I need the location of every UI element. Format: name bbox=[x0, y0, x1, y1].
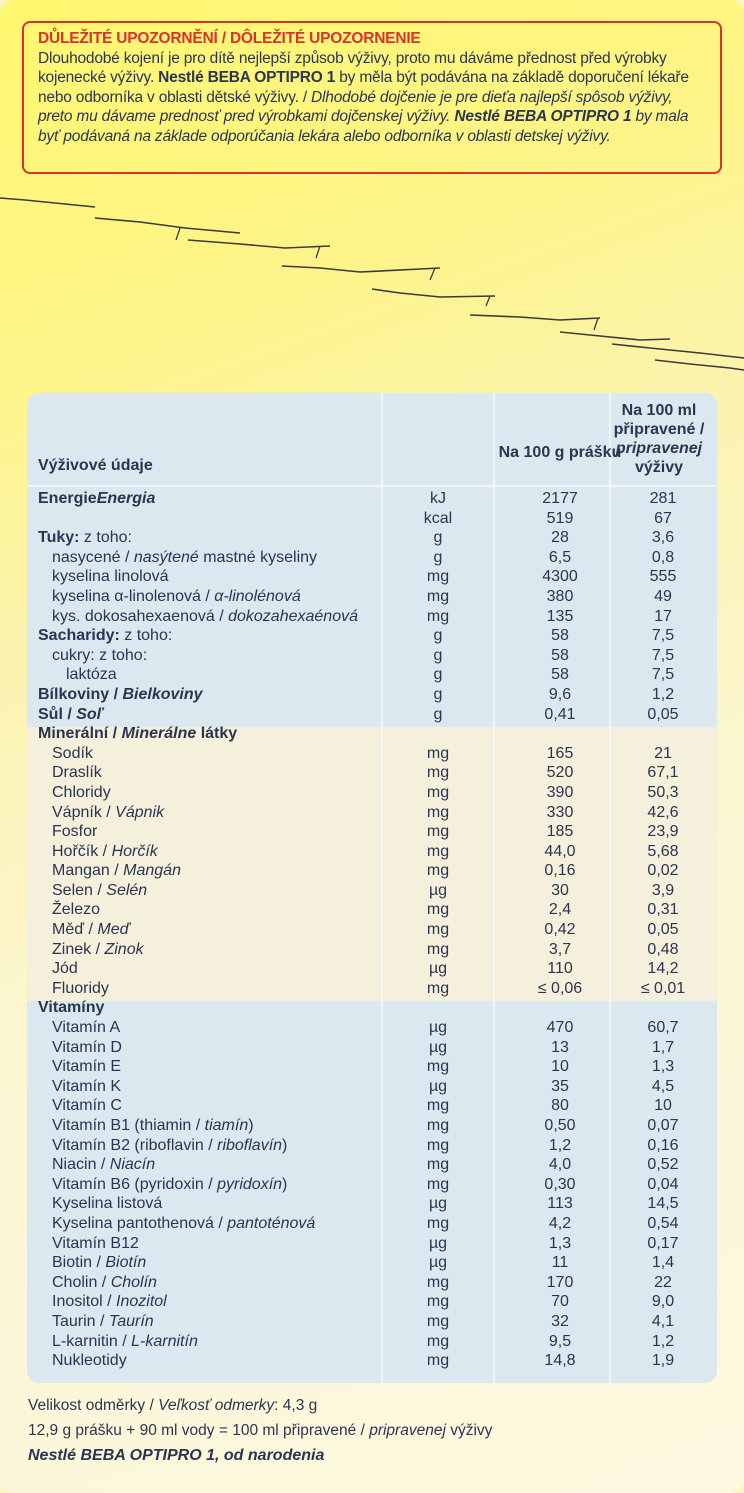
nutrition-table bbox=[27, 393, 717, 1383]
row-label: Vápník / Vápnik bbox=[52, 803, 165, 821]
value-per-100ml: 0,52 bbox=[647, 1156, 679, 1174]
value-per-100ml: 0,02 bbox=[647, 862, 679, 880]
unit: mg bbox=[426, 744, 450, 762]
row-label: Vitamín K bbox=[52, 1077, 122, 1095]
row-label: Vitamín A bbox=[52, 1019, 121, 1037]
unit: mg bbox=[426, 1214, 450, 1232]
unit: mg bbox=[426, 568, 450, 586]
table-row bbox=[27, 489, 717, 509]
row-label: Biotin / Biotín bbox=[52, 1254, 147, 1272]
table-row bbox=[27, 1194, 717, 1214]
unit: µg bbox=[428, 1234, 448, 1252]
value-per-100ml: 0,07 bbox=[647, 1117, 679, 1134]
table-row bbox=[27, 1155, 717, 1175]
table-row bbox=[27, 763, 717, 783]
value-per-100g: 58 bbox=[551, 646, 569, 664]
table-row bbox=[27, 548, 717, 568]
unit: mg bbox=[426, 1352, 450, 1370]
unit: mg bbox=[426, 921, 450, 939]
unit: g bbox=[433, 548, 443, 566]
value-per-100ml: 1,2 bbox=[651, 685, 675, 703]
value-per-100ml: 3,6 bbox=[651, 529, 675, 547]
unit: mg bbox=[426, 1058, 450, 1076]
column-header-100ml: Na 100 ml připravené / pripravenej výživy bbox=[613, 402, 705, 476]
value-per-100ml: 1,7 bbox=[651, 1038, 675, 1056]
table-body bbox=[27, 489, 717, 1371]
row-label: Mangan / Mangán bbox=[52, 862, 181, 880]
value-per-100ml: 49 bbox=[654, 587, 672, 605]
value-per-100ml: 0,04 bbox=[647, 1175, 679, 1193]
value-per-100g: 380 bbox=[546, 587, 574, 605]
unit: mg bbox=[426, 823, 450, 841]
unit: µg bbox=[428, 1077, 448, 1095]
unit: mg bbox=[426, 862, 450, 880]
value-per-100ml: 14,5 bbox=[647, 1195, 679, 1213]
value-per-100g: 32 bbox=[551, 1312, 569, 1330]
preparation-ratio: 12,9 g prášku + 90 ml vody = 100 ml připravené / pripravenej výživy bbox=[28, 1422, 493, 1439]
value-per-100g: 11 bbox=[551, 1254, 569, 1272]
table-row bbox=[27, 1057, 717, 1077]
unit: µg bbox=[428, 1254, 448, 1272]
value-per-100g: 165 bbox=[546, 744, 574, 762]
value-per-100ml: 67 bbox=[654, 509, 672, 527]
value-per-100g: 330 bbox=[546, 803, 574, 821]
value-per-100ml: 555 bbox=[649, 568, 677, 586]
product-name: Nestlé BEBA OPTIPRO 1, od narodenia bbox=[28, 1447, 325, 1464]
value-per-100g: 520 bbox=[546, 764, 574, 782]
value-per-100ml: 1,4 bbox=[651, 1254, 675, 1272]
value-per-100ml: 0,05 bbox=[647, 705, 679, 723]
table-row bbox=[27, 803, 717, 823]
value-per-100g: 519 bbox=[546, 509, 574, 527]
table-row bbox=[27, 920, 717, 940]
value-per-100g: 4,0 bbox=[548, 1156, 572, 1174]
value-per-100ml: 22 bbox=[654, 1273, 672, 1291]
row-label: Chloridy bbox=[52, 783, 111, 801]
value-per-100ml: 1,2 bbox=[651, 1332, 675, 1350]
row-label: EnergieEnergia bbox=[38, 490, 156, 507]
table-row bbox=[27, 685, 717, 705]
value-per-100g: 0,50 bbox=[544, 1117, 576, 1134]
unit: mg bbox=[426, 1293, 450, 1311]
value-per-100ml: 0,05 bbox=[647, 921, 679, 939]
value-per-100ml: 7,5 bbox=[651, 666, 675, 684]
unit: mg bbox=[426, 587, 450, 605]
table-row bbox=[27, 1292, 717, 1312]
unit: mg bbox=[426, 1332, 450, 1350]
row-label: nasycené / nasýtené mastné kyseliny bbox=[52, 548, 318, 566]
row-label: cukry: z toho: bbox=[52, 646, 148, 664]
value-per-100g: 14,8 bbox=[544, 1352, 576, 1370]
unit: g bbox=[433, 666, 443, 684]
value-per-100g: 185 bbox=[546, 823, 574, 841]
value-per-100g: 4,2 bbox=[548, 1214, 572, 1232]
notice-title: DŮLEŽITÉ UPOZORNĚNÍ / DÔLEŽITÉ UPOZORNENIE bbox=[38, 30, 421, 47]
value-per-100g: 80 bbox=[551, 1097, 569, 1115]
unit: g bbox=[433, 529, 443, 547]
table-row bbox=[27, 940, 717, 960]
value-per-100g: 0,41 bbox=[544, 705, 576, 723]
row-label: Taurin / Taurín bbox=[52, 1312, 154, 1330]
row-label: Vitamín B12 bbox=[52, 1234, 139, 1252]
value-per-100ml: 21 bbox=[654, 744, 672, 762]
table-row bbox=[27, 900, 717, 920]
value-per-100g: 170 bbox=[546, 1273, 574, 1291]
value-per-100ml: 1,3 bbox=[651, 1058, 675, 1076]
value-per-100g: 6,5 bbox=[548, 548, 572, 566]
row-label: Měď / Meď bbox=[52, 921, 130, 939]
value-per-100g: 28 bbox=[551, 529, 569, 547]
unit: mg bbox=[426, 842, 450, 860]
scoop-size: Velikost odměrky / Veľkosť odmerky: 4,3 g bbox=[28, 1397, 318, 1414]
value-per-100ml: 67,1 bbox=[647, 764, 679, 782]
table-row bbox=[27, 861, 717, 881]
table-row bbox=[27, 1351, 717, 1371]
important-notice bbox=[22, 21, 722, 174]
row-label: Vitamíny bbox=[38, 999, 105, 1017]
row-label: Hořčík / Horčík bbox=[52, 842, 158, 860]
table-row bbox=[27, 979, 717, 999]
row-label: Draslík bbox=[52, 764, 102, 782]
row-label: Selen / Selén bbox=[52, 881, 148, 899]
unit: mg bbox=[426, 901, 450, 919]
table-row bbox=[27, 528, 717, 548]
unit: mg bbox=[426, 1312, 450, 1330]
value-per-100g: 390 bbox=[546, 783, 574, 801]
table-row bbox=[27, 822, 717, 842]
table-row bbox=[27, 1096, 717, 1116]
value-per-100ml: 7,5 bbox=[651, 646, 675, 664]
unit: mg bbox=[426, 607, 450, 625]
row-label: Železo bbox=[52, 901, 101, 919]
row-label: Minerální / Minerálne látky bbox=[38, 725, 238, 743]
unit: g bbox=[433, 685, 443, 703]
table-row bbox=[27, 1234, 717, 1254]
value-per-100g: 30 bbox=[551, 881, 569, 899]
value-per-100g: 0,30 bbox=[544, 1175, 576, 1193]
unit: µg bbox=[428, 1019, 448, 1037]
unit: mg bbox=[426, 979, 450, 997]
row-label: kys. dokosahexaenová / dokozahexaénová bbox=[52, 607, 358, 625]
value-per-100ml: 1,9 bbox=[651, 1352, 675, 1370]
value-per-100g: 110 bbox=[547, 960, 573, 978]
value-per-100g: 4300 bbox=[542, 568, 578, 586]
row-label: Inositol / Inozitol bbox=[52, 1293, 167, 1311]
unit: g bbox=[433, 627, 443, 645]
value-per-100g: 13 bbox=[551, 1038, 569, 1056]
table-row bbox=[27, 626, 717, 646]
value-per-100g: 70 bbox=[551, 1293, 569, 1311]
value-per-100g: 135 bbox=[546, 607, 574, 625]
table-row bbox=[27, 607, 717, 627]
value-per-100ml: ≤ 0,01 bbox=[640, 979, 686, 997]
unit: µg bbox=[428, 960, 448, 978]
row-label: Kyselina pantothenová / pantoténová bbox=[52, 1214, 316, 1232]
value-per-100g: 10 bbox=[551, 1058, 569, 1076]
row-label: L-karnitin / L-karnitín bbox=[52, 1332, 198, 1350]
unit: mg bbox=[426, 1175, 450, 1193]
column-header-100g: Na 100 g prášku bbox=[498, 444, 622, 461]
value-per-100g: 113 bbox=[547, 1195, 573, 1213]
table-row bbox=[27, 1136, 717, 1156]
unit: mg bbox=[426, 1136, 450, 1154]
value-per-100ml: 5,68 bbox=[647, 842, 679, 860]
value-per-100g: 9,6 bbox=[548, 685, 572, 703]
table-row bbox=[27, 665, 717, 685]
row-label: Vitamín D bbox=[52, 1038, 122, 1056]
table-row bbox=[27, 1332, 717, 1352]
value-per-100g: 44,0 bbox=[544, 842, 576, 860]
table-row bbox=[27, 744, 717, 764]
value-per-100ml: 14,2 bbox=[647, 960, 679, 978]
table-row bbox=[27, 509, 717, 529]
value-per-100g: 2177 bbox=[542, 490, 578, 507]
table-row bbox=[27, 1273, 717, 1293]
row-label: Fosfor bbox=[52, 823, 98, 841]
value-per-100g: 58 bbox=[551, 666, 569, 684]
value-per-100ml: 0,8 bbox=[651, 548, 675, 566]
unit: mg bbox=[426, 803, 450, 821]
value-per-100ml: 9,0 bbox=[651, 1293, 675, 1311]
value-per-100ml: 17 bbox=[654, 607, 672, 625]
row-label: kyselina α-linolenová / α-linolénová bbox=[52, 587, 301, 605]
row-label: Niacin / Niacín bbox=[52, 1156, 156, 1174]
table-row bbox=[27, 567, 717, 587]
value-per-100g: 9,5 bbox=[548, 1332, 572, 1350]
value-per-100g: 1,2 bbox=[548, 1136, 572, 1154]
row-label: Vitamín B6 (pyridoxin / pyridoxín) bbox=[52, 1175, 288, 1193]
value-per-100g: 1,3 bbox=[548, 1234, 572, 1252]
table-row bbox=[27, 881, 717, 901]
value-per-100g: 35 bbox=[551, 1077, 569, 1095]
row-label: Vitamín B2 (riboflavin / riboflavín) bbox=[52, 1136, 288, 1154]
value-per-100g: 3,7 bbox=[548, 940, 572, 958]
unit: µg bbox=[428, 1195, 448, 1213]
unit: mg bbox=[426, 783, 450, 801]
table-row bbox=[27, 1116, 717, 1136]
table-row bbox=[27, 1253, 717, 1273]
unit: mg bbox=[426, 764, 450, 782]
value-per-100ml: 4,1 bbox=[651, 1312, 675, 1330]
table-row bbox=[27, 783, 717, 803]
value-per-100ml: 23,9 bbox=[647, 823, 679, 841]
unit: kcal bbox=[423, 509, 453, 527]
notice-text: Dlouhodobé kojení je pro dítě nejlepší způsob výživy, proto mu dáváme přednost před výrobky kojenecké výživy. Nestlé BEBA OPTIPRO 1 by měla být podávána na základě doporučení lékaře nebo odborníka v oblasti dětské výživy. / Dlhodobé dojčenie je pre dieťa najlepší spôsob výživy, preto mu dávame prednosť pred výrobkami dojčenskej výživy. Nestlé BEBA OPTIPRO 1 by mala byť podávaná na základe odporúčania lekára alebo odborníka v oblasti detskej výživy. bbox=[38, 49, 689, 145]
unit: mg bbox=[426, 1156, 450, 1174]
unit: g bbox=[433, 646, 443, 664]
value-per-100ml: 10 bbox=[654, 1097, 672, 1115]
row-label: Vitamín B1 (thiamin / tiamín) bbox=[52, 1117, 254, 1134]
value-per-100ml: 60,7 bbox=[647, 1019, 679, 1037]
unit: mg bbox=[426, 1117, 450, 1134]
row-label: Bílkoviny / Bielkoviny bbox=[38, 685, 203, 703]
value-per-100ml: 3,9 bbox=[651, 881, 675, 899]
value-per-100g: ≤ 0,06 bbox=[537, 979, 583, 997]
row-label: Sacharidy: z toho: bbox=[38, 627, 173, 645]
row-label: Zinek / Zinok bbox=[52, 940, 144, 958]
value-per-100ml: 0,17 bbox=[647, 1234, 679, 1252]
value-per-100g: 470 bbox=[546, 1019, 574, 1037]
row-label: Tuky: z toho: bbox=[38, 529, 132, 547]
value-per-100ml: 42,6 bbox=[647, 803, 679, 821]
row-label: Cholin / Cholín bbox=[52, 1273, 157, 1291]
value-per-100ml: 0,31 bbox=[647, 901, 679, 919]
table-row bbox=[27, 587, 717, 607]
value-per-100g: 2,4 bbox=[548, 901, 572, 919]
value-per-100ml: 4,5 bbox=[651, 1077, 675, 1095]
row-label: Jód bbox=[52, 960, 78, 978]
row-label: Sůl / Soľ bbox=[38, 705, 104, 723]
row-label: Vitamín C bbox=[52, 1097, 122, 1115]
table-row bbox=[27, 705, 717, 725]
table-row bbox=[27, 998, 717, 1018]
unit: mg bbox=[426, 1097, 450, 1115]
value-per-100ml: 7,5 bbox=[651, 627, 675, 645]
value-per-100ml: 50,3 bbox=[647, 783, 679, 801]
row-label: kyselina linolová bbox=[52, 568, 169, 586]
row-label: Kyselina listová bbox=[52, 1195, 163, 1213]
value-per-100g: 0,42 bbox=[544, 921, 576, 939]
unit: kJ bbox=[430, 490, 446, 507]
table-row bbox=[27, 646, 717, 666]
row-label: Sodík bbox=[52, 744, 93, 762]
unit: µg bbox=[428, 881, 448, 899]
row-label: Fluoridy bbox=[52, 979, 109, 997]
value-per-100ml: 0,16 bbox=[647, 1136, 679, 1154]
table-row bbox=[27, 1312, 717, 1332]
unit: g bbox=[433, 705, 443, 723]
value-per-100ml: 0,48 bbox=[647, 940, 679, 958]
table-row bbox=[27, 959, 717, 979]
row-label: Nukleotidy bbox=[52, 1352, 127, 1370]
value-per-100g: 0,16 bbox=[544, 862, 576, 880]
table-row bbox=[27, 1214, 717, 1234]
table-row bbox=[27, 1077, 717, 1097]
footer bbox=[28, 1395, 492, 1470]
table-row bbox=[27, 1038, 717, 1058]
value-per-100ml: 0,54 bbox=[647, 1214, 679, 1232]
table-row bbox=[27, 724, 717, 744]
table-row bbox=[27, 1018, 717, 1038]
unit: mg bbox=[426, 940, 450, 958]
row-label: Vitamín E bbox=[52, 1058, 122, 1076]
table-title: Výživové údaje bbox=[38, 457, 153, 474]
unit: µg bbox=[428, 1038, 448, 1056]
value-per-100g: 58 bbox=[551, 627, 569, 645]
unit: mg bbox=[426, 1273, 450, 1291]
table-row bbox=[27, 842, 717, 862]
value-per-100ml: 281 bbox=[649, 490, 677, 507]
table-row bbox=[27, 1175, 717, 1195]
row-label: laktóza bbox=[66, 666, 117, 684]
